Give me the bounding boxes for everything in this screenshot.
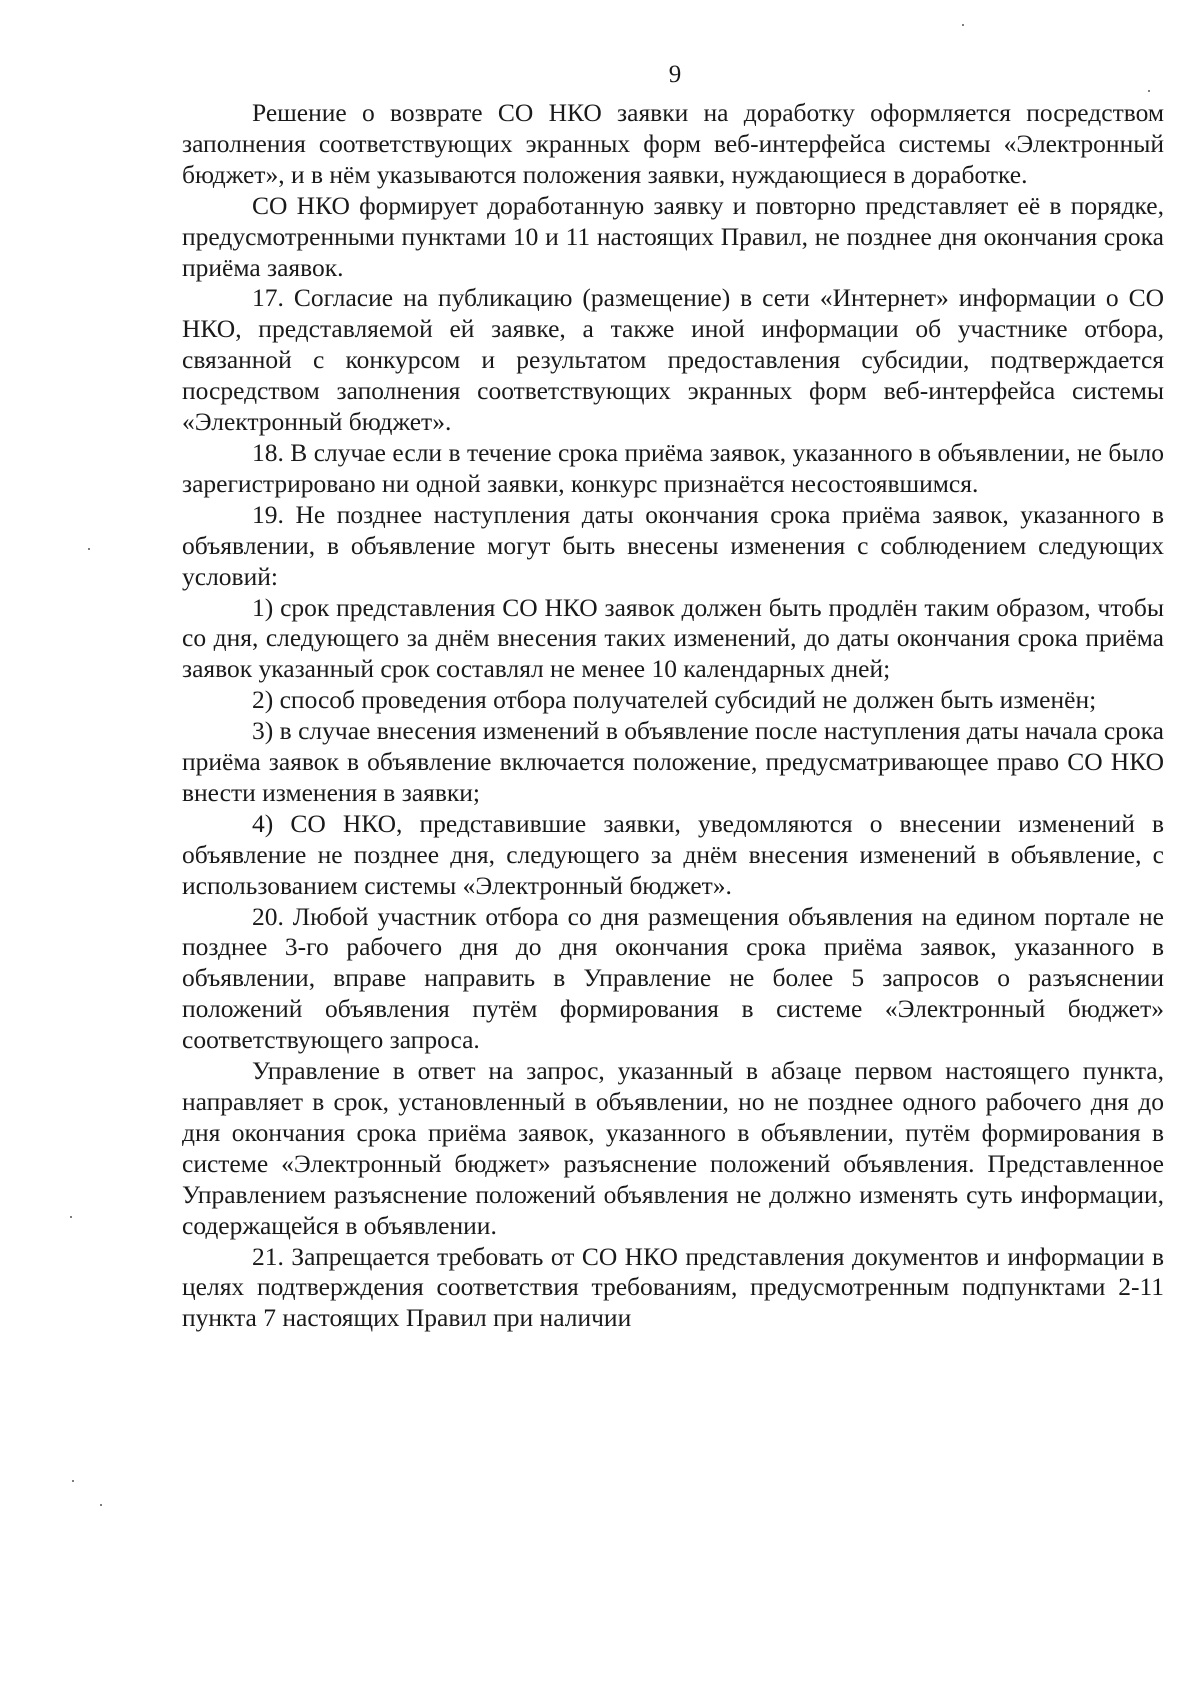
paragraph-21: 21. Запрещается требовать от СО НКО представления документов и информации в целях подтверждения соответствия требованиям, предусмотренным подпунктами 2-11 пункта 7 настоящих Правил при наличии xyxy=(182,1241,1164,1333)
paragraph-17: 17. Согласие на публикацию (размещение) в сети «Интернет» информации о СО НКО, представляемой ей заявке, а также иной информации об участнике отбора, связанной с конкурсом и результатом предоставления субсидии, подтверждается посредством заполнения соответствующих экранных форм веб-интерфейса системы «Электронный бюджет». xyxy=(182,283,1164,437)
paragraph-19-item-4: 4) СО НКО, представившие заявки, уведомляются о внесении изменений в объявление не позднее дня, следующего за днём внесения изменений в объявление, с использованием системы «Электронный бюджет». xyxy=(182,808,1164,900)
paragraph-19-item-3: 3) в случае внесения изменений в объявление после наступления даты начала срока приёма заявок в объявление включается положение, предусматривающее право СО НКО внести изменения в заявки; xyxy=(182,716,1164,807)
paragraph-return-decision: Решение о возврате СО НКО заявки на доработку оформляется посредством заполнения соответствующих экранных форм веб-интерфейса системы «Электронный бюджет», и в нём указываются положения заявки, нуждающиеся в доработке. xyxy=(182,98,1164,189)
scan-speck xyxy=(88,548,90,550)
paragraph-resubmission: СО НКО формирует доработанную заявку и повторно представляет её в порядке, предусмотренными пунктами 10 и 11 настоящих Правил, не позднее дня окончания срока приёма заявок. xyxy=(182,190,1164,282)
paragraph-19-item-1: 1) срок представления СО НКО заявок должен быть продлён таким образом, чтобы со дня, следующего за днём внесения таких изменений, до даты окончания срока приёма заявок указанный срок составлял не менее 10 календарных дней; xyxy=(182,592,1164,684)
scan-speck xyxy=(72,1480,74,1482)
scan-speck xyxy=(100,1504,102,1506)
paragraph-18: 18. В случае если в течение срока приёма заявок, указанного в объявлении, не было зарегистрировано ни одной заявки, конкурс признаётся несостоявшимся. xyxy=(182,437,1164,498)
page-number: 9 xyxy=(668,61,682,88)
scan-speck xyxy=(1148,90,1150,92)
scan-speck xyxy=(70,1216,72,1218)
scan-speck xyxy=(962,24,964,26)
paragraph-19-item-2: 2) способ проведения отбора получателей субсидий не должен быть изменён; xyxy=(252,685,1097,715)
paragraph-19: 19. Не позднее наступления даты окончания срока приёма заявок, указанного в объявлении, в объявление могут быть внесены изменения с соблюдением следующих условий: xyxy=(182,499,1164,591)
paragraph-20-response: Управление в ответ на запрос, указанный в абзаце первом настоящего пункта, направляет в срок, установленный в объявлении, но не позднее одного рабочего дня до дня окончания срока приёма заявок, указанного в объявлении, путём формирования в системе «Электронный бюджет» разъяснение положений объявления. Представленное Управлением разъяснение положений объявления не должно изменять суть информации, содержащейся в объявлении. xyxy=(182,1056,1164,1240)
paragraph-20: 20. Любой участник отбора со дня размещения объявления на едином портале не позднее 3-го рабочего дня до дня окончания срока приёма заявок, указанного в объявлении, вправе направить в Управление не более 5 запросов о разъяснении положений объявления путём формирования в системе «Электронный бюджет» соответствующего запроса. xyxy=(182,901,1164,1055)
document-body xyxy=(182,98,1164,1334)
